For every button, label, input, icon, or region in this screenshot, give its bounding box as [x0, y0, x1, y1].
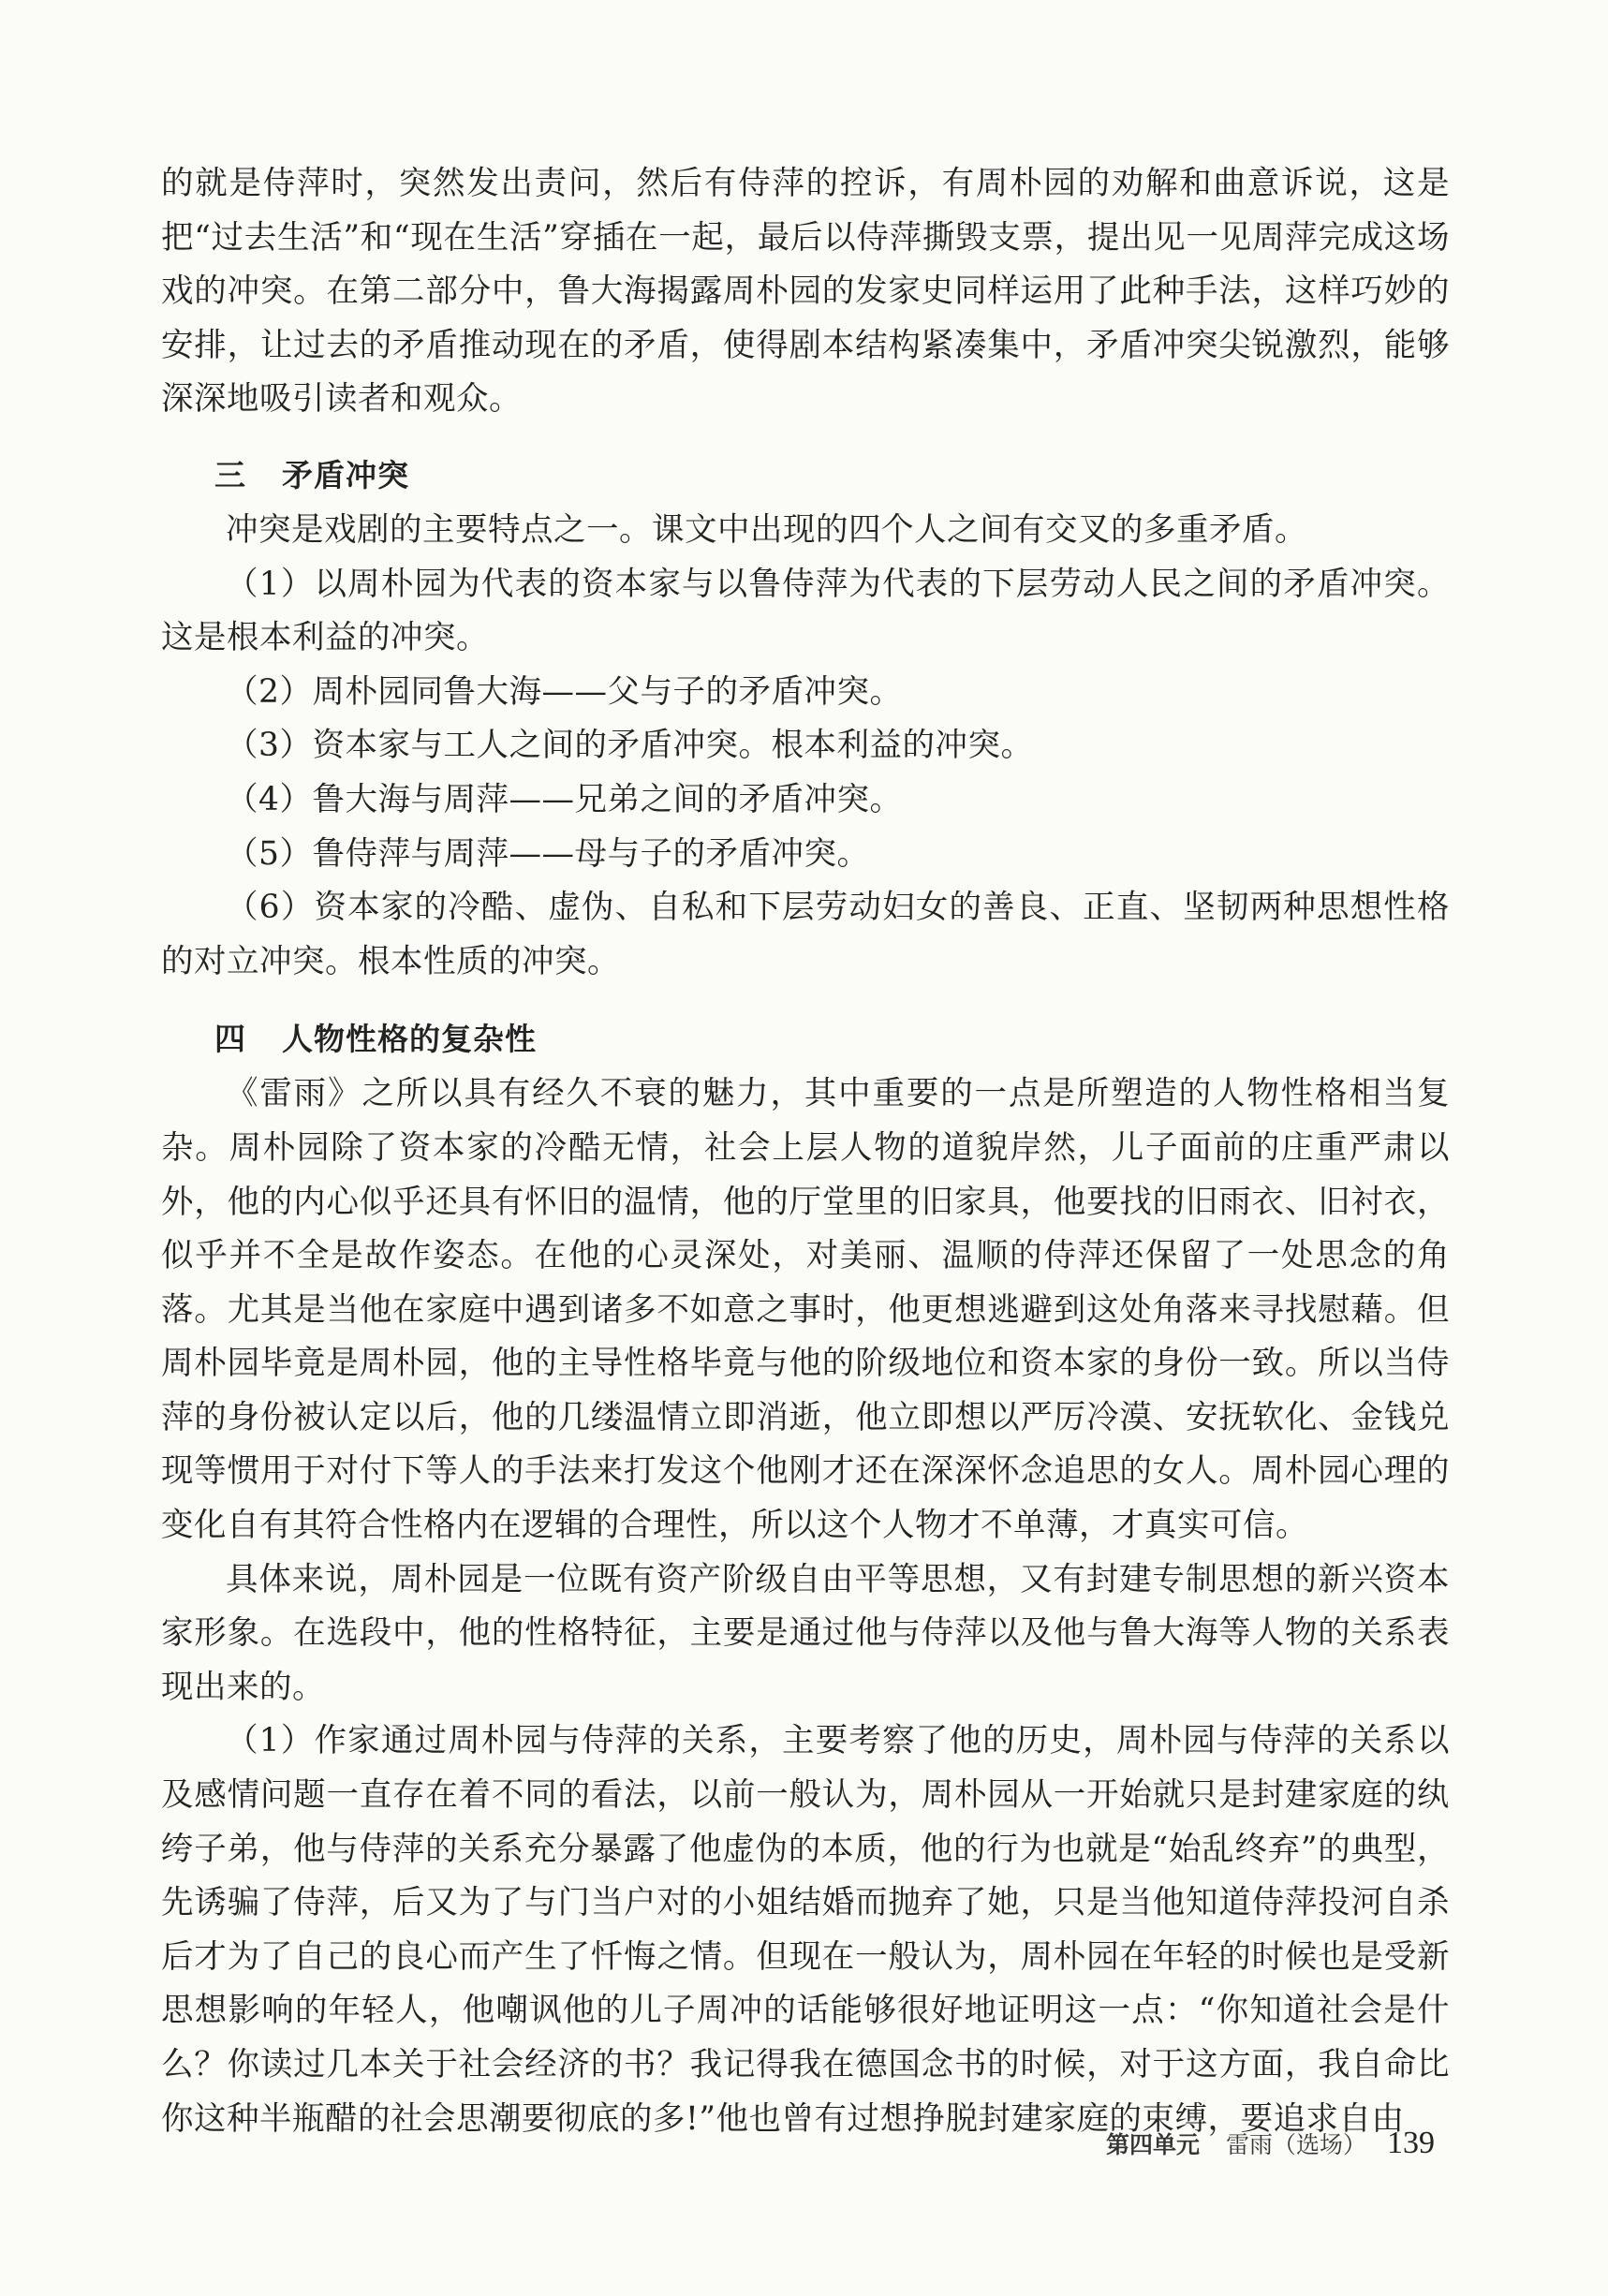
page-body — [161, 157, 1450, 2146]
section-title: 人物性格的复杂性 — [282, 1021, 537, 1058]
list-item: （6）资本家的冷酷、虚伪、自私和下层劳动妇女的善良、正直、坚韧两种思想性格的对立冲突。根本性质的冲突。 — [161, 889, 1450, 980]
list-item: （1）以周朴园为代表的资本家与以鲁侍萍为代表的下层劳动人民之间的矛盾冲突。这是根本利益的冲突。 — [161, 565, 1450, 657]
footer-unit: 第四单元 — [1105, 2131, 1200, 2158]
list-item: （3）资本家与工人之间的矛盾冲突。根本利益的冲突。 — [226, 727, 1034, 765]
paragraph: 冲突是戏剧的主要特点之一。课文中出现的四个人之间有交叉的多重矛盾。 — [226, 510, 1307, 549]
section-title: 矛盾冲突 — [282, 456, 409, 493]
page-number: 139 — [1387, 2126, 1435, 2160]
paragraph: 具体来说，周朴园是一位既有资产阶级自由平等思想，又有封建专制思想的新兴资本家形象。在选段中，他的性格特征，主要是通过他与侍萍以及他与鲁大海等人物的关系表现出来的。 — [161, 1560, 1450, 1706]
intro-paragraph: 的就是侍萍时，突然发出责问，然后有侍萍的控诉，有周朴园的劝解和曲意诉说，这是把“过去生活”和“现在生活”穿插在一起，最后以侍萍撕毁支票，提出见一见周萍完成这场戏的冲突。在第二部分中，鲁大海揭露周朴园的发家史同样运用了此种手法，这样巧妙的安排，让过去的矛盾推动现在的矛盾，使得剧本结构紧凑集中，矛盾冲突尖锐激烈，能够深深地吸引读者和观众。 — [161, 165, 1450, 419]
paragraph: （1）作家通过周朴园与侍萍的关系，主要考察了他的历史，周朴园与侍萍的关系以及感情问题一直存在着不同的看法，以前一般认为，周朴园从一开始就只是封建家庭的纨绔子弟，他与侍萍的关系充分暴露了他虚伪的本质，他的行为也就是“始乱终弃”的典型，先诱骗了侍萍，后又为了与门当户对的小姐结婚而抛弃了她，只是当他知道侍萍投河自杀后才为了自己的良心而产生了忏悔之情。但现在一般认为，周朴园在年轻的时候也是受新思想影响的年轻人，他嘲讽他的儿子周冲的话能够很好地证明这一点：“你知道社会是什么？你读过几本关于社会经济的书？我记得我在德国念书的时候，对于这方面，我自命比你这种半瓶醋的社会思潮要彻底的多!”他也曾有过想挣脱封建家庭的束缚，要追求自由 — [161, 1722, 1450, 2138]
section-number: 四 — [214, 1021, 246, 1058]
list-item: （2）周朴园同鲁大海——父与子的矛盾冲突。 — [226, 672, 903, 711]
section-number: 三 — [214, 456, 246, 493]
section-heading-3 — [161, 448, 1450, 504]
page-footer — [1106, 2126, 1435, 2161]
list-item: （4）鲁大海与周萍——兄弟之间的矛盾冲突。 — [226, 780, 903, 818]
list-item: （5）鲁侍萍与周萍——母与子的矛盾冲突。 — [226, 834, 870, 873]
section-heading-4 — [161, 1011, 1450, 1067]
paragraph: 《雷雨》之所以具有经久不衰的魅力，其中重要的一点是所塑造的人物性格相当复杂。周朴园除了资本家的冷酷无情，社会上层人物的道貌岸然，儿子面前的庄重严肃以外，他的内心似乎还具有怀旧的温情，他的厅堂里的旧家具，他要找的旧雨衣、旧衬衣，似乎并不全是故作姿态。在他的心灵深处，对美丽、温顺的侍萍还保留了一处思念的角落。尤其是当他在家庭中遇到诸多不如意之事时，他更想逃避到这处角落来寻找慰藉。但周朴园毕竟是周朴园，他的主导性格毕竟与他的阶级地位和资本家的身份一致。所以当侍萍的身份被认定以后，他的几缕温情立即消逝，他立即想以严厉冷漠、安抚软化、金钱兑现等惯用于对付下等人的手法来打发这个他刚才还在深深怀念追思的女人。周朴园心理的变化自有其符合性格内在逻辑的合理性，所以这个人物才不单薄，才真实可信。 — [161, 1075, 1450, 1545]
footer-lesson-title: 雷雨（选场） — [1225, 2131, 1366, 2158]
